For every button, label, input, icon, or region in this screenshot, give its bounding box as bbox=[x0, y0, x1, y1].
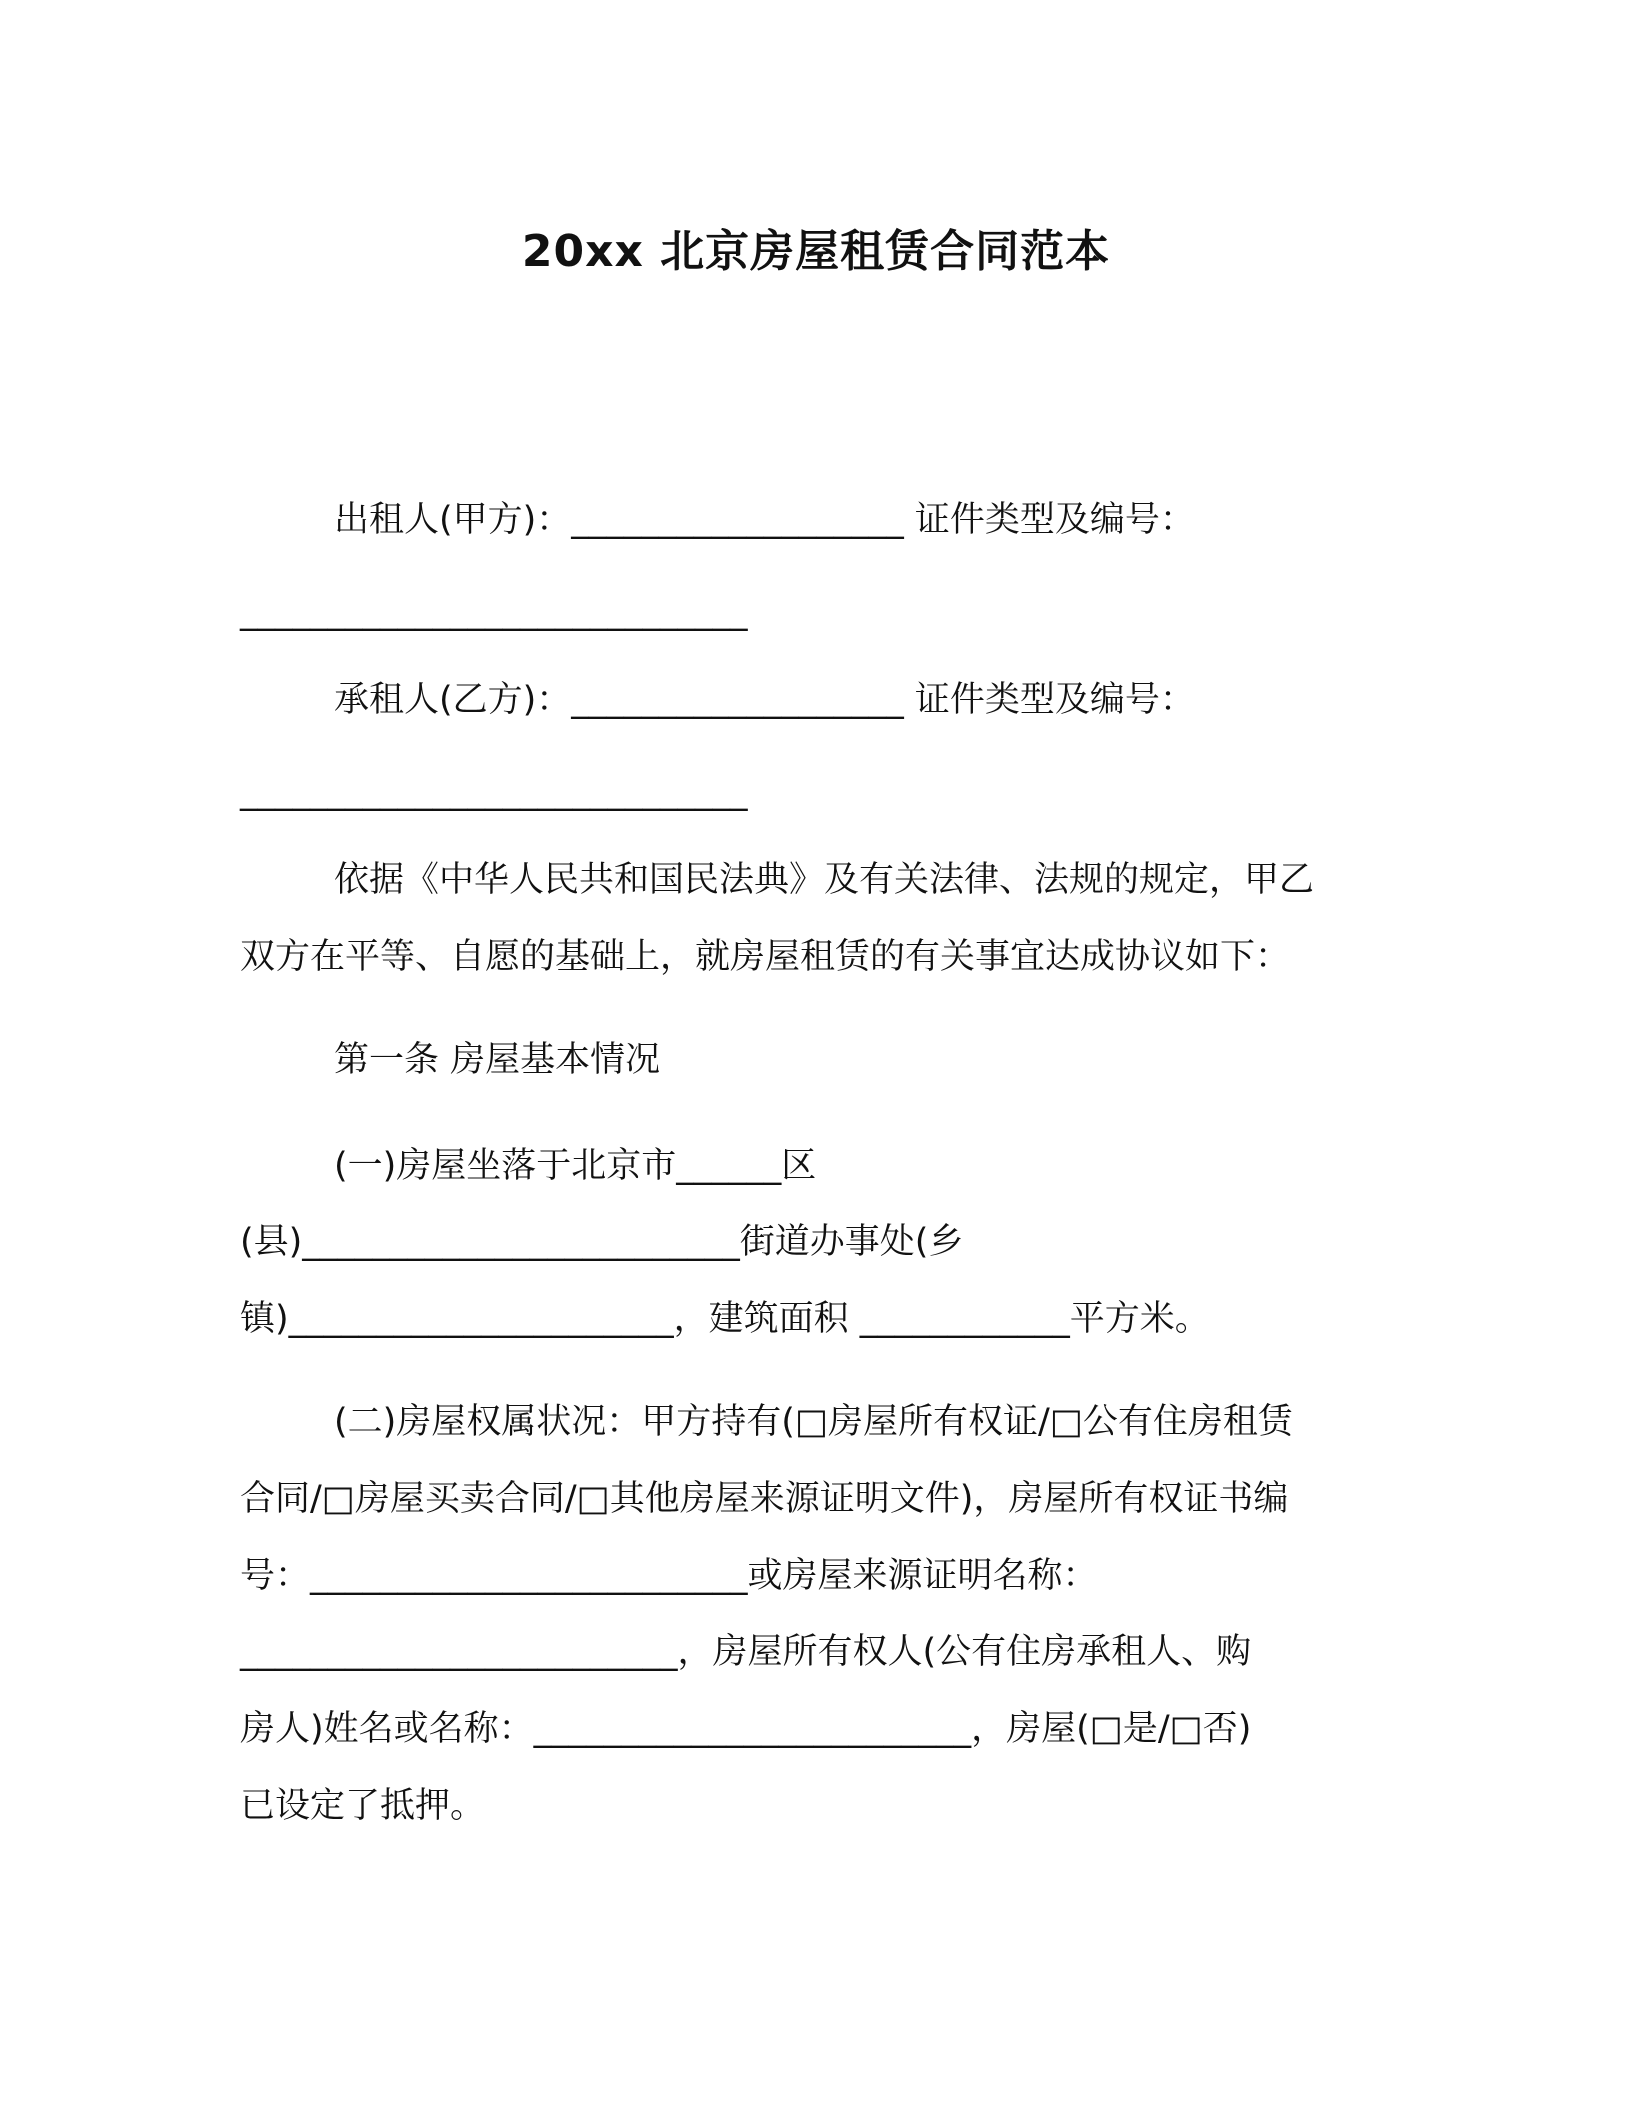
article-one-heading: 第一条 房屋基本情况 bbox=[334, 1040, 661, 1080]
location-line-1: (一)房屋坐落于北京市______区 bbox=[334, 1146, 817, 1186]
ownership-line-2: 合同/□房屋买卖合同/□其他房屋来源证明文件)，房屋所有权证书编 bbox=[240, 1479, 1289, 1519]
preamble-line-1: 依据《中华人民共和国民法典》及有关法律、法规的规定，甲乙 bbox=[334, 860, 1315, 900]
ownership-line-5: 房人)姓名或名称：_________________________，房屋(□是/□否) bbox=[240, 1709, 1252, 1749]
ownership-line-1: (二)房屋权属状况：甲方持有(□房屋所有权证/□公有住房租赁 bbox=[334, 1402, 1293, 1442]
ownership-line-3: 号：_________________________或房屋来源证明名称： bbox=[240, 1556, 1098, 1596]
ownership-line-4: _________________________，房屋所有权人(公有住房承租人、购 bbox=[240, 1632, 1252, 1672]
document-title: 20xx 北京房屋租赁合同范本 bbox=[521, 226, 1111, 277]
lessee-line: 承租人(乙方)：___________________ 证件类型及编号： bbox=[334, 680, 1195, 720]
ownership-line-6: 已设定了抵押。 bbox=[240, 1786, 486, 1826]
preamble-line-2: 双方在平等、自愿的基础上，就房屋租赁的有关事宜达成协议如下： bbox=[240, 937, 1291, 977]
lessor-line: 出租人(甲方)：___________________ 证件类型及编号： bbox=[334, 500, 1195, 540]
lessee-id-blank: _____________________________ bbox=[240, 772, 748, 812]
location-line-2: (县)_________________________街道办事处(乡 bbox=[240, 1222, 964, 1262]
lessor-id-blank: _____________________________ bbox=[240, 592, 748, 632]
location-line-3: 镇)______________________，建筑面积 ____________平方米。 bbox=[240, 1299, 1210, 1339]
